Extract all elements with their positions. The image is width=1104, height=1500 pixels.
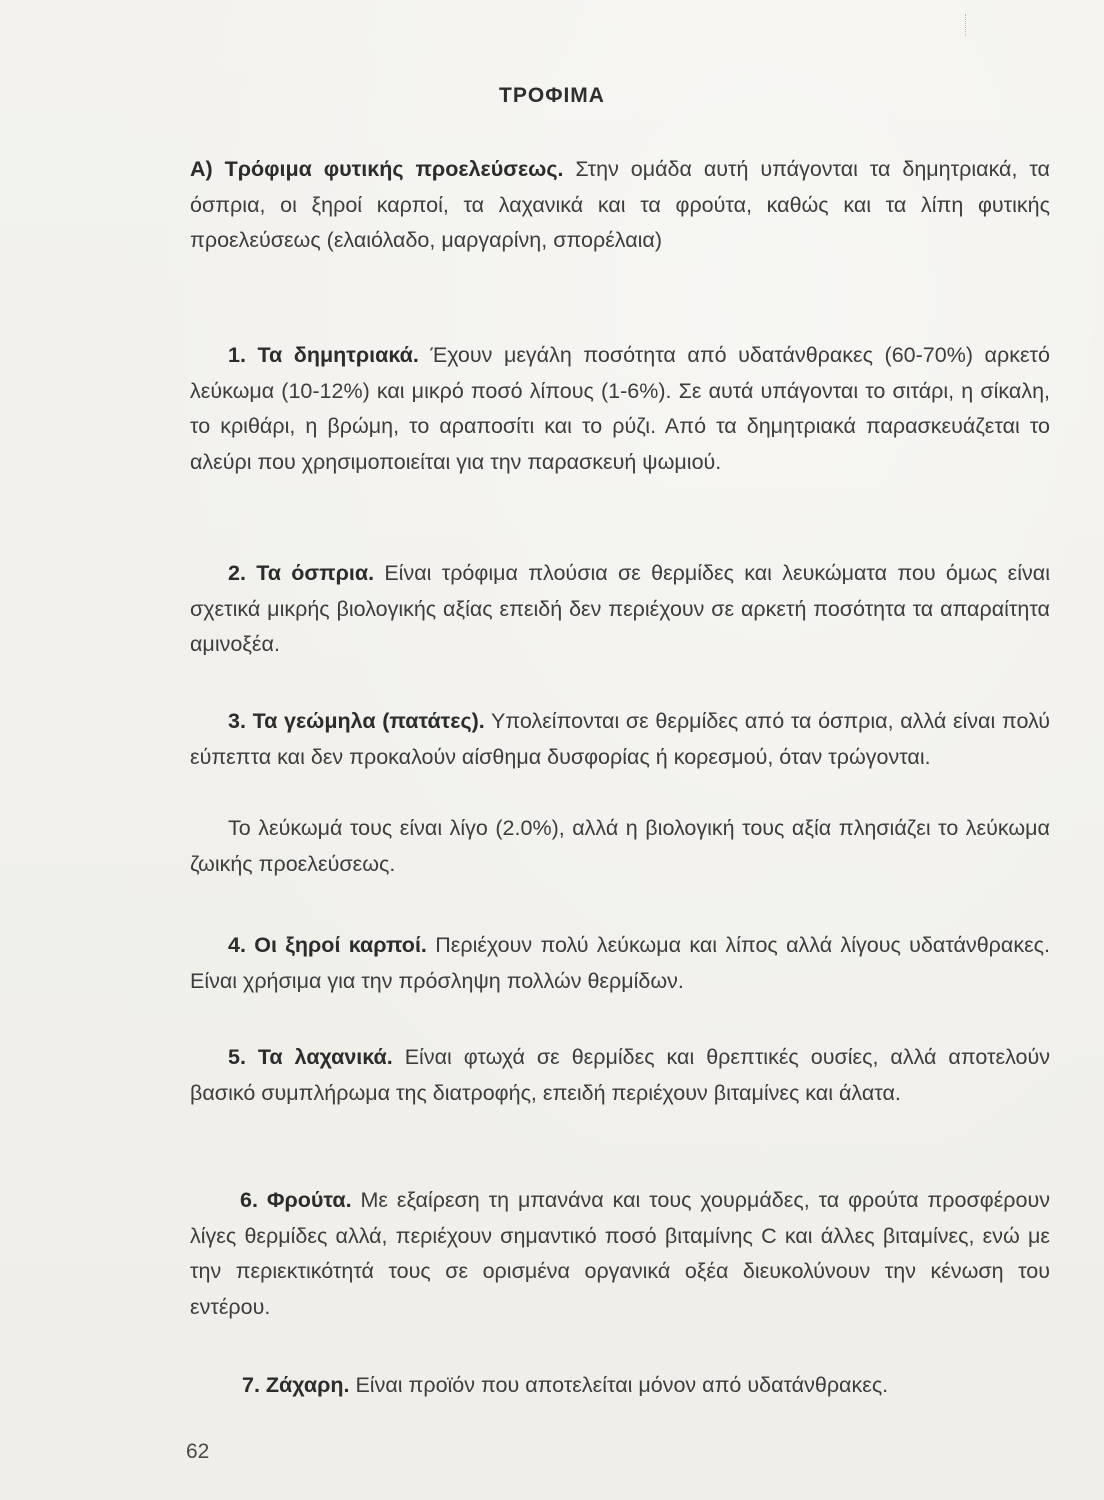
paragraph-cereals xyxy=(190,338,1050,480)
paragraph-legumes xyxy=(190,556,1050,663)
paragraph-lead: 3. Τα γεώμηλα (πατάτες). xyxy=(228,709,485,733)
paragraph-text: Έχουν μεγάλη ποσότητα από υδατάνθρακες (60-70%) αρκετό λεύκωμα (10-12%) και μικρό ποσό λίπους (1-6%). Σε αυτά υπάγονται το σιτάρι, η σίκαλη, το κριθάρι, η βρώμη, το αραποσίτι και το ρύζι. Από τα δημητριακά παρασκευάζεται το αλεύρι που χρησιμοποιείται για την παρασκευή ψωμιού. xyxy=(190,343,1050,474)
scan-mark xyxy=(965,14,968,36)
paragraph-text: Στην ομάδα αυτή υπάγονται τα δημητριακά, τα όσπρια, οι ξηροί καρποί, τα λαχανικά και τα φρούτα, καθώς και τα λίπη φυτικής προελεύσεως (ελαιόλαδο, μαργαρίνη, σπορέλαια) xyxy=(190,157,1050,252)
paragraph-lead: 4. Οι ξηροί καρποί. xyxy=(228,933,427,957)
paragraph-potatoes xyxy=(190,704,1050,775)
paragraph-lead: 2. Τα όσπρια. xyxy=(228,561,375,585)
paragraph-lead: 1. Τα δημητριακά. xyxy=(228,343,419,367)
paragraph-nuts xyxy=(190,928,1050,999)
paragraph-sugar xyxy=(190,1368,1050,1404)
paragraph-text: Είναι φτωχά σε θερμίδες και θρεπτικές ουσίες, αλλά αποτελούν βασικό συμπλήρωμα της διατροφής, επειδή περιέχουν βιταμίνες και άλατα. xyxy=(190,1045,1050,1105)
page-title: ΤΡΟΦΙΜΑ xyxy=(499,84,605,107)
paragraph-lead: 7. Ζάχαρη. xyxy=(242,1373,350,1397)
paragraph-potatoes-protein xyxy=(190,811,1050,882)
paragraph-text: Περιέχουν πολύ λεύκωμα και λίπος αλλά λίγους υδατάνθρακες. Είναι χρήσιμα για την πρόσληψη πολλών θερμίδων. xyxy=(190,933,1050,993)
paragraph-text: Είναι τρόφιμα πλούσια σε θερμίδες και λευκώματα που όμως είναι σχετικά μικρής βιολογικής αξίας επειδή δεν περιέχουν σε αρκετή ποσότητα τα απαραίτητα αμινοξέα. xyxy=(190,561,1050,656)
paragraph-text: Το λεύκωμά τους είναι λίγο (2.0%), αλλά η βιολογική τους αξία πλησιάζει το λεύκωμα ζωικής προελεύσεως. xyxy=(190,816,1050,876)
paragraph-text: Υπολείπονται σε θερμίδες από τα όσπρια, αλλά είναι πολύ εύπεπτα και δεν προκαλούν αίσθημα δυσφορίας ή κορεσμού, όταν τρώγονται. xyxy=(190,709,1050,769)
paragraph-plant-foods xyxy=(190,152,1050,259)
paragraph-text: Με εξαίρεση τη μπανάνα και τους χουρμάδες, τα φρούτα προσφέρουν λίγες θερμίδες αλλά, περιέχουν σημαντικό ποσό βιταμίνης C και άλλες βιταμίνες, ενώ με την περιεκτικότητά τους σε ορισμένα οργανικά οξέα διευκολύνουν την κένωση του εντέρου. xyxy=(190,1188,1050,1319)
page-number: 62 xyxy=(186,1440,210,1463)
paragraph-lead: 5. Τα λαχανικά. xyxy=(228,1045,393,1069)
paragraph-fruits xyxy=(190,1183,1050,1325)
paragraph-lead: 6. Φρούτα. xyxy=(240,1188,352,1212)
paragraph-text: Είναι προϊόν που αποτελείται μόνον από υδατάνθρακες. xyxy=(349,1373,889,1397)
paragraph-lead: Α) Τρόφιμα φυτικής προελεύσεως. xyxy=(190,157,564,181)
paragraph-vegetables xyxy=(190,1040,1050,1111)
